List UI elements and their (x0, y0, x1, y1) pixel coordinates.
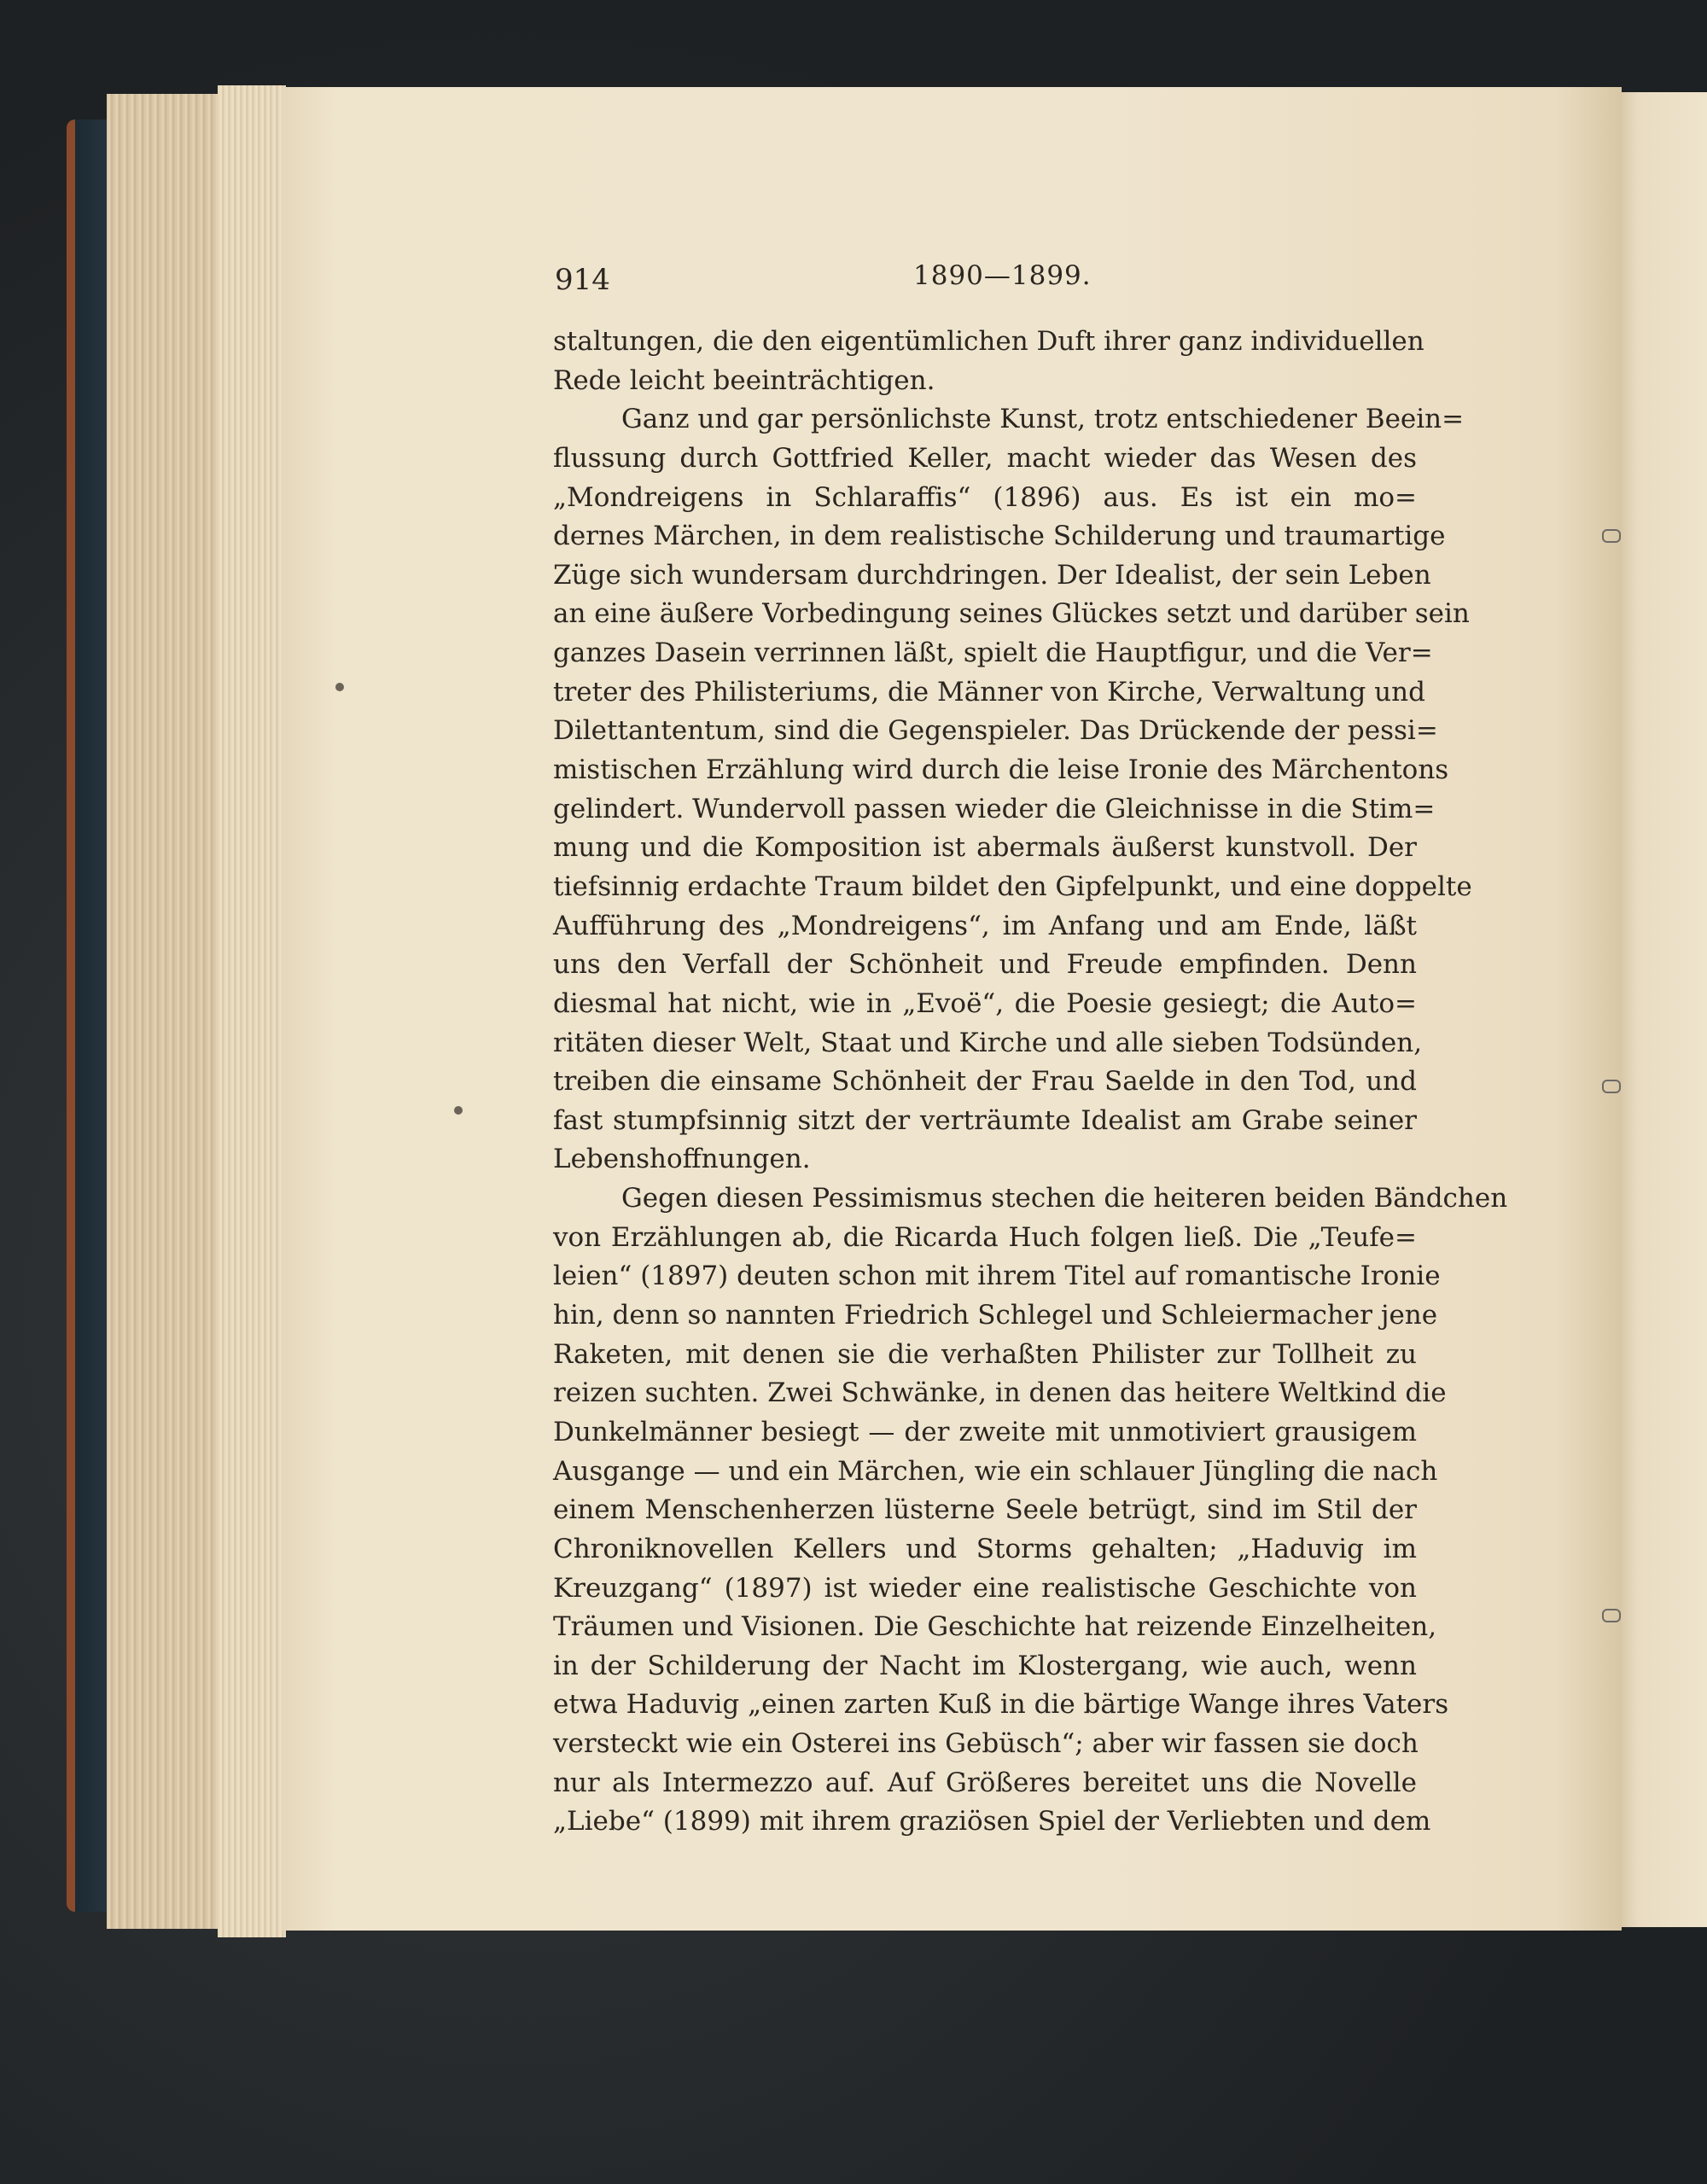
text-line: Aufführung des „Mondreigens“, im Anfang und am Ende, läßt (553, 910, 1417, 941)
text-line: Dilettantentum, sind die Gegenspieler. Das Drückende der pessi= (553, 715, 1438, 747)
binding-clip (1602, 1080, 1621, 1093)
text-line: Kreuzgang“ (1897) ist wieder eine realistische Geschichte von (553, 1572, 1417, 1604)
text-line: von Erzählungen ab, die Ricarda Huch folgen ließ. Die „Teufe= (553, 1221, 1417, 1253)
text-line: Ausgange — und ein Märchen, wie ein schlauer Jüngling die nach (553, 1455, 1438, 1487)
running-head: 1890—1899. (913, 260, 1092, 291)
text-line: mistischen Erzählung wird durch die leise Ironie des Märchentons (553, 754, 1449, 786)
binding-clip (1602, 529, 1621, 543)
page-spot (454, 1106, 463, 1115)
text-line: uns den Verfall der Schönheit und Freude empfinden. Denn (553, 949, 1417, 981)
text-line: Züge sich wundersam durchdringen. Der Idealist, der sein Leben (553, 559, 1431, 591)
text-line: versteckt wie ein Osterei ins Gebüsch“; aber wir fassen sie doch (553, 1728, 1419, 1760)
page-number: 914 (555, 263, 610, 297)
text-line: hin, denn so nannten Friedrich Schlegel und Schleiermacher jene (553, 1300, 1438, 1331)
text-line: treter des Philisteriums, die Männer von Kirche, Verwaltung und (553, 676, 1425, 708)
text-line: fast stumpfsinnig sitzt der verträumte Idealist am Grabe seiner (553, 1104, 1417, 1136)
text-line: „Mondreigens in Schlaraffis“ (1896) aus. Es ist ein mo= (553, 481, 1417, 513)
page-stack-inner (218, 85, 286, 1937)
text-line: treiben die einsame Schönheit der Frau Saelde in den Tod, und (553, 1066, 1417, 1098)
text-line: flussung durch Gottfried Keller, macht wieder das Wesen des (553, 442, 1417, 474)
page-spot (335, 683, 344, 691)
text-line: Lebenshoffnungen. (553, 1144, 811, 1175)
text-line: einem Menschenherzen lüsterne Seele betrügt, sind im Stil der (553, 1494, 1417, 1526)
text-line: an eine äußere Vorbedingung seines Glückes setzt und darüber sein (553, 598, 1470, 630)
text-line: ganzes Dasein verrinnen läßt, spielt die Hauptfigur, und die Ver= (553, 638, 1433, 669)
text-line: Chroniknovellen Kellers und Storms gehalten; „Haduvig im (553, 1533, 1417, 1564)
text-line: Träumen und Visionen. Die Geschichte hat reizende Einzelheiten, (553, 1611, 1437, 1643)
text-line: nur als Intermezzo auf. Auf Größeres bereitet uns die Novelle (553, 1767, 1417, 1798)
text-line: dernes Märchen, in dem realistische Schilderung und traumartige (553, 521, 1446, 552)
text-line: tiefsinnig erdachte Traum bildet den Gipfelpunkt, und eine doppelte (553, 871, 1472, 902)
text-line: gelindert. Wundervoll passen wieder die Gleichnisse in die Stim= (553, 793, 1436, 824)
page-header (555, 260, 1417, 306)
text-line: diesmal hat nicht, wie in „Evoë“, die Poesie gesiegt; die Auto= (553, 987, 1417, 1019)
text-line: reizen suchten. Zwei Schwänke, in denen das heitere Weltkind die (553, 1377, 1447, 1409)
text-line: mung und die Komposition ist abermals äußerst kunstvoll. Der (553, 832, 1417, 864)
text-line: in der Schilderung der Nacht im Klostergang, wie auch, wenn (553, 1650, 1417, 1681)
text-line: Raketen, mit denen sie die verhaßten Philister zur Tollheit zu (553, 1338, 1417, 1370)
binding-clip (1602, 1609, 1621, 1622)
text-line: Dunkelmänner besiegt — der zweite mit unmotiviert grausigem (553, 1416, 1417, 1447)
text-line: Rede leicht beeinträchtigen. (553, 364, 935, 396)
text-line: „Liebe“ (1899) mit ihrem graziösen Spiel der Verliebten und dem (553, 1806, 1431, 1837)
text-line: Gegen diesen Pessimismus stechen die heiteren beiden Bändchen (621, 1183, 1508, 1214)
text-line: Ganz und gar persönlichste Kunst, trotz entschiedener Beein= (621, 404, 1465, 435)
text-line: ritäten dieser Welt, Staat und Kirche und alle sieben Todsünden, (553, 1027, 1423, 1058)
body-text (553, 323, 1508, 1842)
text-line: leien“ (1897) deuten schon mit ihrem Titel auf romantische Ironie (553, 1261, 1441, 1292)
text-line: etwa Haduvig „einen zarten Kuß in die bärtige Wange ihres Vaters (553, 1689, 1449, 1721)
text-line: staltungen, die den eigentümlichen Duft ihrer ganz individuellen (553, 326, 1424, 357)
facing-page-edge (1609, 92, 1707, 1927)
